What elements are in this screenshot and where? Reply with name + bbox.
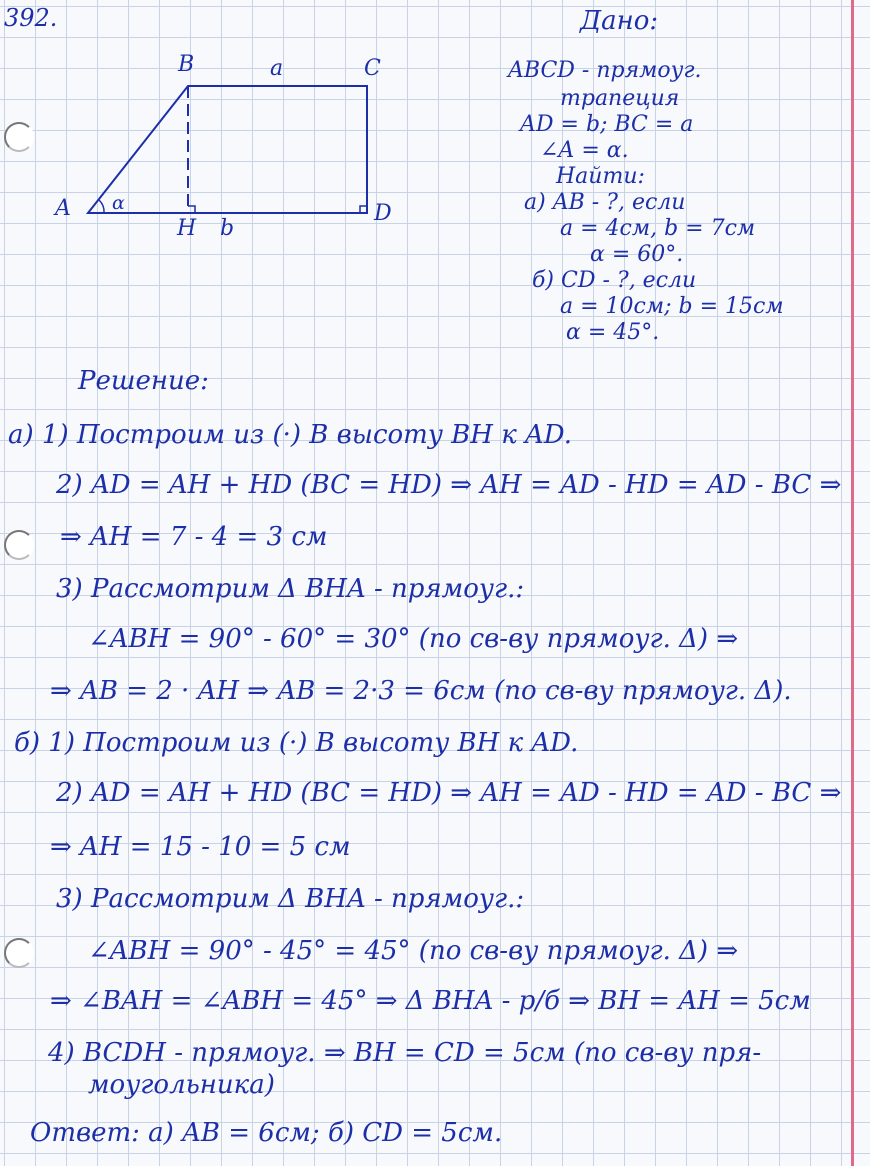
solution-line: 2) AD = AH + HD (BC = HD) ⇒ AH = AD - HD = AD - BC ⇒ (56, 470, 842, 500)
label-b-side: b (220, 216, 235, 241)
solution-line: ⇒ ∠BAH = ∠ABH = 45° ⇒ Δ BHA - р/б ⇒ BH = AH = 5см (50, 986, 811, 1016)
label-c: C (364, 56, 381, 81)
given-line: a = 4см, b = 7см (560, 216, 756, 241)
solution-line: ⇒ AH = 15 - 10 = 5 см (50, 832, 351, 862)
solution-heading: Решение: (78, 366, 209, 396)
label-d: D (374, 201, 392, 226)
trapezoid-outline (88, 86, 367, 213)
solution-line: 3) Рассмотрим Δ BHA - прямоуг.: (56, 884, 525, 914)
right-angle-d (360, 206, 367, 213)
solution-line: б) 1) Построим из (·) B высоту BH к AD. (14, 728, 579, 758)
given-line: Найти: (556, 164, 645, 189)
label-a: A (55, 196, 71, 221)
given-heading: Дано: (580, 6, 659, 36)
label-a-side: a (270, 56, 284, 81)
solution-line: ∠ABH = 90° - 45° = 45° (по св-ву прямоуг. Δ) ⇒ (88, 936, 739, 966)
solution-line: ⇒ AB = 2 · AH ⇒ AB = 2·3 = 6см (по св-ву прямоуг. Δ). (50, 676, 792, 706)
given-line: а) AB - ?, если (524, 190, 686, 215)
solution-line: ∠ABH = 90° - 60° = 30° (по св-ву прямоуг. Δ) ⇒ (88, 624, 739, 654)
solution-line: ⇒ AH = 7 - 4 = 3 см (60, 522, 328, 552)
given-line: ∠A = α. (540, 138, 629, 163)
label-h: H (177, 216, 197, 241)
solution-line: 2) AD = AH + HD (BC = HD) ⇒ AH = AD - HD = AD - BC ⇒ (56, 778, 842, 808)
given-line: AD = b; BC = a (520, 112, 694, 137)
punch-hole (4, 530, 34, 560)
right-angle-h (188, 206, 195, 213)
given-line: б) CD - ?, если (532, 268, 697, 293)
punch-hole (4, 938, 34, 968)
label-alpha: α (112, 192, 125, 214)
given-line: α = 45°. (566, 320, 660, 345)
solution-line: моугольника) (88, 1070, 275, 1100)
given-line: ABCD - прямоуг. (508, 58, 702, 83)
answer-line: Ответ: а) AB = 6см; б) CD = 5см. (30, 1118, 503, 1148)
given-line: трапеция (560, 86, 680, 111)
given-line: a = 10см; b = 15см (560, 294, 784, 319)
label-b: B (178, 52, 195, 77)
angle-arc-a (99, 200, 104, 213)
solution-line: 3) Рассмотрим Δ BHA - прямоуг.: (56, 574, 525, 604)
problem-number: 392. (4, 4, 58, 32)
given-line: α = 60°. (590, 242, 684, 267)
solution-line: а) 1) Построим из (·) B высоту BH к AD. (8, 420, 572, 450)
solution-line: 4) BCDH - прямоуг. ⇒ BH = CD = 5см (по св-ву пря- (48, 1038, 762, 1068)
